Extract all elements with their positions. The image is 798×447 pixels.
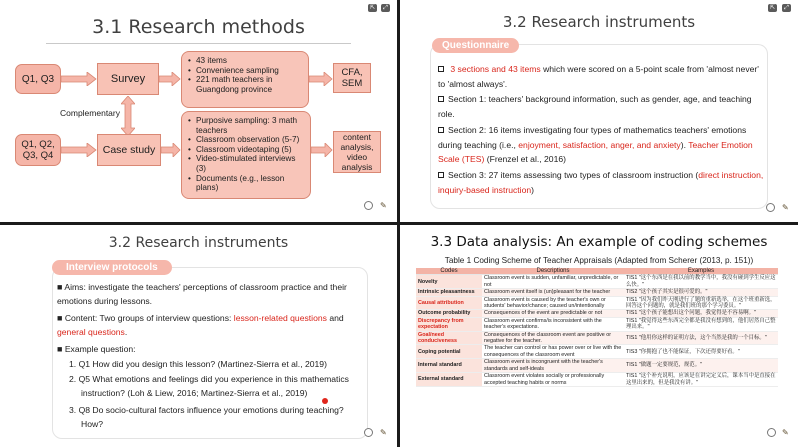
export-icon[interactable]: ⇱ <box>769 5 776 11</box>
description-cell: Classroom event confirms/is inconsistent with the teacher's expectations. <box>482 317 624 331</box>
slide-research-methods[interactable] <box>0 0 397 222</box>
general-questions: general questions <box>57 327 125 337</box>
checkbox-bullet <box>438 127 444 133</box>
export-icon[interactable]: ⇱ <box>369 5 376 11</box>
survey-box: Survey <box>97 63 159 95</box>
aims-bullet: ■ Aims: investigate the teachers' perceptions of classroom practice and their emotions during lessons. <box>57 282 347 306</box>
complementary-double-arrow <box>121 96 135 136</box>
content-and: and <box>326 313 344 323</box>
question-text: Q5 What emotions and feelings did you experience in this mathematics instruction? (Loh & Liew, 2016; Martinez-Sierra et al., 2019) <box>78 374 349 398</box>
table-row <box>416 296 778 310</box>
case-item: • Classroom observation (5-7) <box>188 135 304 145</box>
record-circle-icon[interactable] <box>364 428 373 437</box>
example-cell: TIS3 "你拥抱了也不能保证，下次还得要好看。" <box>624 345 778 359</box>
checkbox-bullet <box>438 66 444 72</box>
complementary-label: Complementary <box>60 108 120 118</box>
question-3 <box>69 403 365 431</box>
interview-tag: Interview protocols <box>52 260 172 275</box>
header-examples: Examples <box>624 268 778 275</box>
section-3 <box>438 168 768 197</box>
example-cell: TIS1 "他用你这样的证明方法，这个当然是我的一个目标。" <box>624 331 778 345</box>
slide-title: 3.3 Data analysis: An example of coding schemes <box>430 234 768 250</box>
table-row <box>416 275 778 289</box>
table-body <box>416 275 778 387</box>
example-bullet: ■ Example question: <box>57 344 136 354</box>
description-cell: Classroom event is incongruent with the teacher's standards and self-ideals <box>482 359 624 373</box>
section-3-close: ) <box>531 184 535 195</box>
title-divider <box>46 43 351 44</box>
case-item: • Classroom videotaping (5) <box>188 145 304 155</box>
case-item: • Documents (e.g., lesson plans) <box>188 174 304 193</box>
laser-pointer-dot <box>322 398 328 404</box>
table-row <box>416 317 778 331</box>
coding-scheme-table <box>416 268 778 387</box>
section-1-text: Section 1: teachers' background information, such as gender, age, and teaching role. <box>438 94 752 119</box>
code-cell: Goal/need conduciveness <box>416 331 482 345</box>
checkbox-bullet <box>438 96 444 102</box>
pen-icon[interactable]: ✎ <box>380 201 387 210</box>
case-study-box: Case study <box>97 134 161 166</box>
arrow-to-survey <box>61 72 97 86</box>
section-3-text: Section 3: 27 items assessing two types of classroom instruction ( <box>448 170 699 180</box>
question-text: Q8 Do socio-cultural factors influence your emotions during teaching? How? <box>78 405 344 429</box>
survey-item: • 221 math teachers in Guangdong province <box>188 75 302 94</box>
slide-interview-protocols[interactable] <box>0 225 397 447</box>
q1-q3-box: Q1, Q3 <box>15 64 61 94</box>
sections-items-highlight: 3 sections and 43 items <box>450 64 541 74</box>
code-cell: Outcome probability <box>416 310 482 317</box>
description-cell: The teacher can control or has power over or live with the consequences of the classroom event <box>482 345 624 359</box>
content-period: . <box>124 327 128 337</box>
content-bullet: ■ Content: Two groups of interview questions: lesson-related questions and general questions. <box>57 313 344 337</box>
slide-title: 3.2 Research instruments <box>108 235 289 251</box>
pen-icon[interactable]: ✎ <box>380 428 387 437</box>
content-analysis-box: content analysis, video analysis <box>333 131 381 173</box>
scale-text: which were scored on a 5-point scale from 'almost never' to 'almost always'. <box>438 64 759 89</box>
example-cell: TIS1 "这个孩子能想出这个问题，我觉得是不容易啊。" <box>624 310 778 317</box>
case-details-box <box>181 111 311 199</box>
section-2 <box>438 123 768 167</box>
record-circle-icon[interactable] <box>767 428 776 437</box>
description-cell: Classroom event is sudden, unfamiliar, unpredictable, or not <box>482 275 624 289</box>
code-cell: Internal standard <box>416 359 482 373</box>
arrow-to-content-analysis <box>311 143 333 157</box>
code-cell: Discrepancy from expectation <box>416 317 482 331</box>
example-cell: TIS1 "这个东西是在我以前的教学当中，我没有碰到学生反应这么快。" <box>624 275 778 289</box>
record-circle-icon[interactable] <box>364 201 373 210</box>
question-number: 3. <box>69 405 77 415</box>
question-1 <box>69 357 365 371</box>
aims-text: Aims: investigate the teachers' perceptions of classroom practice and their emotions during lessons. <box>57 282 347 306</box>
emotion-types: enjoyment, satisfaction, anger, and anxiety <box>518 139 681 150</box>
code-cell: Novelty <box>416 275 482 289</box>
code-cell: Intrinsic pleasantness <box>416 289 482 296</box>
arrow-to-case-study <box>61 143 97 157</box>
expand-icon[interactable]: ⤢ <box>381 4 390 12</box>
questionnaire-tag: Questionnaire <box>432 38 519 53</box>
question-text: Q1 How did you design this lesson? (Martinez-Sierra et al., 2019) <box>78 359 327 369</box>
table-row <box>416 310 778 317</box>
tes-scale: Teacher Emotion Scale (TES) <box>438 139 753 164</box>
survey-item: • 43 items <box>188 56 302 66</box>
checkbox-bullet <box>438 172 444 178</box>
survey-item: • Convenience sampling <box>188 66 302 76</box>
description-cell: Classroom event violates socially or professionally accepted teaching habits or norms <box>482 373 624 387</box>
description-cell: Consequences of the event are predictable or not <box>482 310 624 317</box>
table-caption: Table 1 Coding Scheme of Teacher Appraisals (Adapted from Scherer (2013, p. 151)) <box>444 256 754 265</box>
code-cell: Coping potential <box>416 345 482 359</box>
code-cell: External standard <box>416 373 482 387</box>
expand-icon[interactable]: ⤢ <box>782 4 791 12</box>
table-header-row <box>416 268 778 275</box>
question-2 <box>69 372 365 400</box>
arrow-to-case-details <box>161 143 181 157</box>
question-number: 2. <box>69 374 77 384</box>
arrow-to-survey-details <box>159 72 181 86</box>
section-2-text: Section 2: 16 items investigating four types of mathematics teachers' emotions during teaching (i.e., <box>438 125 747 150</box>
q1-q4-box: Q1, Q2, Q3, Q4 <box>15 134 61 166</box>
example-cell: TIS1 "这个补充说明，应该是在讲完定义后，课本当中是直接在这里出来的，但是我没有讲。" <box>624 373 778 387</box>
section-overview <box>438 62 768 91</box>
table-row <box>416 331 778 345</box>
question-number: 1. <box>69 359 77 369</box>
case-item: • Purposive sampling: 3 math teachers <box>188 116 304 135</box>
slide-questionnaire[interactable] <box>400 0 798 222</box>
description-cell: Classroom event itself is (un)pleasant for the teacher <box>482 289 624 296</box>
pen-icon[interactable]: ✎ <box>782 203 789 212</box>
example-cell: TIS1 "做题一定要规范，规范。" <box>624 359 778 373</box>
lesson-questions: lesson-related questions <box>233 313 327 323</box>
arrow-to-cfa-sem <box>309 72 333 86</box>
slide-title: 3.1 Research methods <box>92 16 305 38</box>
content-text: Content: Two groups of interview questions: <box>64 313 234 323</box>
description-cell: Consequences of the classroom event are positive or negative for the teacher. <box>482 331 624 345</box>
tes-citation: (Frenzel et al., 2016) <box>484 154 567 164</box>
pen-icon[interactable]: ✎ <box>782 428 789 437</box>
section-2-close: ). <box>680 139 689 150</box>
header-descriptions: Descriptions <box>482 268 624 275</box>
table-row <box>416 359 778 373</box>
code-cell: Causal attribution <box>416 296 482 310</box>
example-cell: TIS1 "我觉得这些东西完全都是我没有想到的，他们居然自己整理出来。" <box>624 317 778 331</box>
slide-title: 3.2 Research instruments <box>502 13 696 31</box>
table-row <box>416 289 778 296</box>
table-row <box>416 345 778 359</box>
instruction-types: direct instruction, inquiry-based instruction <box>438 170 764 195</box>
example-cell: TIS2 "这个孩子其实是很可爱的。" <box>624 289 778 296</box>
description-cell: Classroom event is caused by the teacher's own or students' behavior/chance; caused un/intentionally <box>482 296 624 310</box>
section-1 <box>438 92 768 121</box>
header-codes: Codes <box>416 268 482 275</box>
table-row <box>416 373 778 387</box>
cfa-sem-box: CFA, SEM <box>333 63 371 93</box>
example-cell: TIS1 "因为我们昨天刚进行了题的重新选举，在这个班重新选，回答这个问题的，就是我们班的那个学习委员。" <box>624 296 778 310</box>
record-circle-icon[interactable] <box>766 203 775 212</box>
example-label: Example question: <box>64 344 136 354</box>
case-item: • Video-stimulated interviews (3) <box>188 154 304 173</box>
survey-details-box <box>181 51 309 108</box>
